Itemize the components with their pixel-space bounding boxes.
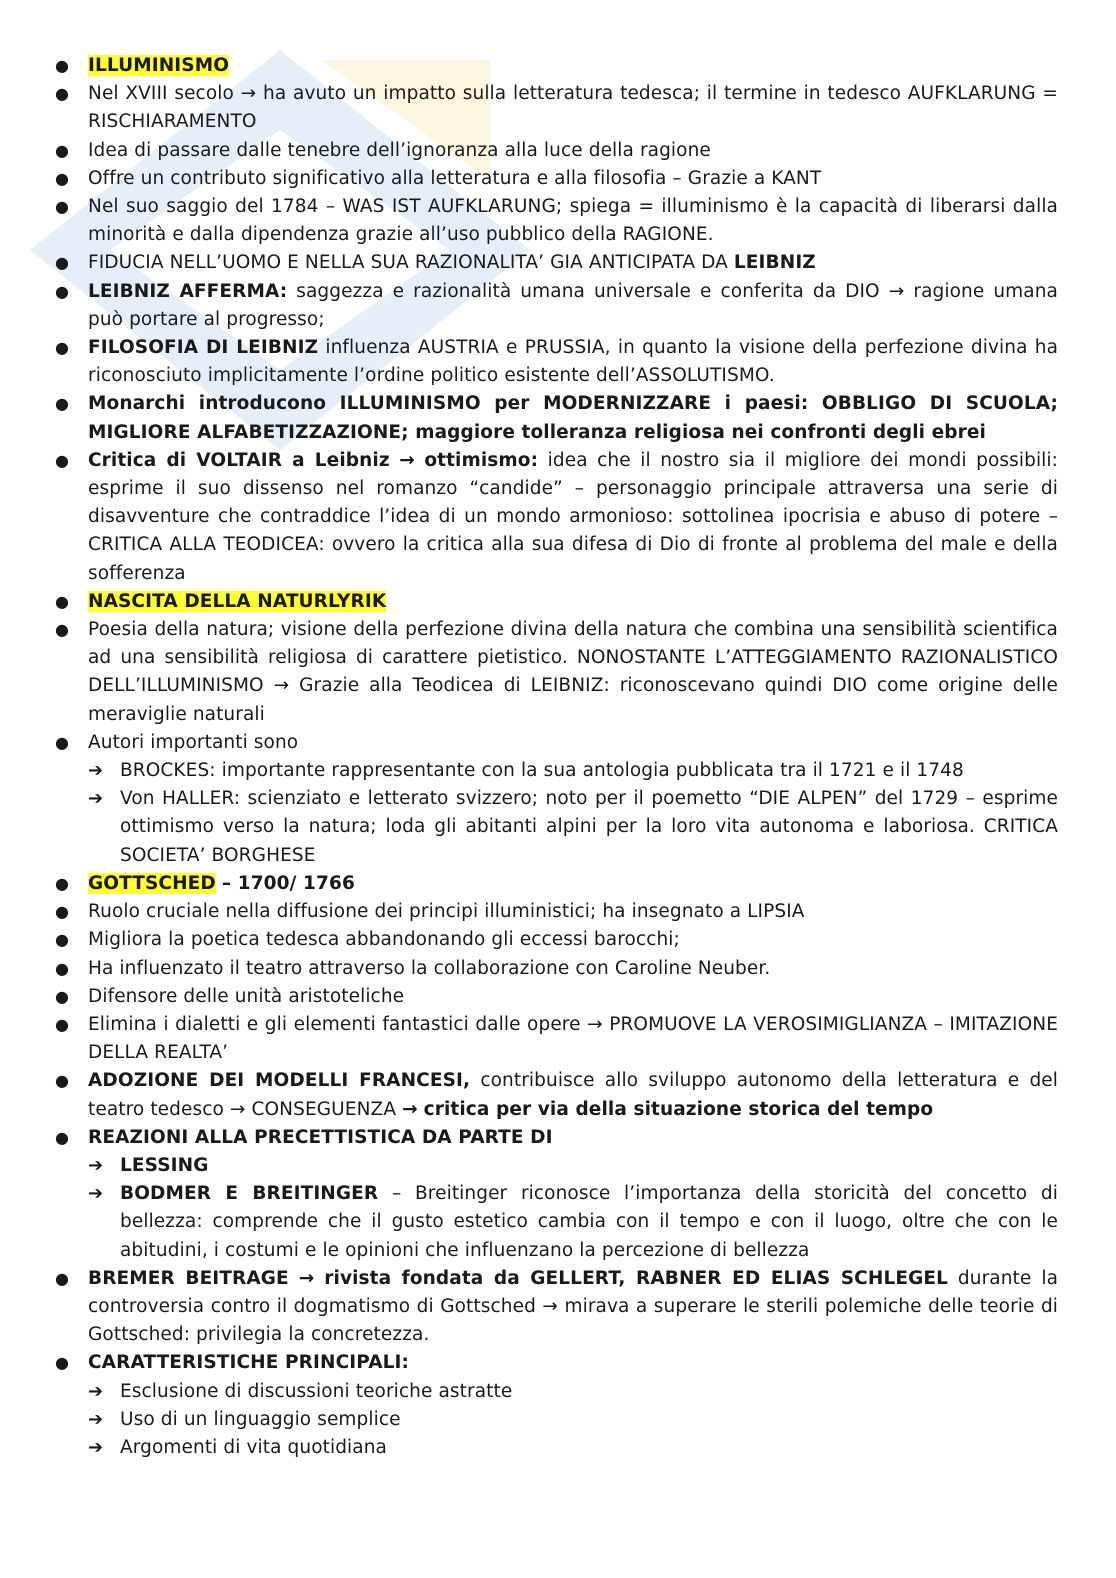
- section-title-illuminismo: ILLUMINISMO: [88, 55, 230, 76]
- bullet-icon: ●: [55, 1268, 70, 1288]
- arrow-bullet-icon: ➔: [88, 1380, 104, 1402]
- text-bold: LEIBNIZ: [733, 252, 816, 274]
- text-bold: – 1700/ 1766: [221, 872, 355, 894]
- text-bold: rivista fondata da GELLERT, RABNER ED ELIAS SCHLEGEL: [324, 1267, 948, 1289]
- bullet-icon: ●: [55, 930, 70, 950]
- bullet-icon: ●: [55, 84, 70, 104]
- bullet-icon: ●: [55, 1014, 70, 1034]
- bullet-icon: ●: [55, 591, 70, 611]
- text: mirava a superare le sterili polemiche delle teorie di Gottsched: privilegia la concretezza.: [88, 1295, 1059, 1346]
- text: Grazie alla Teodicea di LEIBNIZ: riconoscevano quindi DIO come origine delle meraviglie naturali: [88, 675, 1059, 725]
- sub-list-item: [52, 1180, 1058, 1265]
- bullet-icon: ●: [55, 197, 70, 217]
- list-item: [52, 898, 1058, 926]
- list-item: [52, 193, 1058, 249]
- text: Von HALLER: scienziato e letterato svizzero; noto per il poemetto “DIE ALPEN” del 1729 – esprime ottimismo verso la natura; loda gli abitanti alpini per la loro vita autonoma e laboriosa. CRITICA SOCIETA’ BORGHESE: [120, 788, 1058, 866]
- arrow-icon: →: [399, 449, 415, 471]
- text: Ha influenzato il teatro attraverso la collaborazione con Caroline Neuber.: [88, 957, 771, 979]
- list-item: [52, 729, 1058, 757]
- sub-list-item: [52, 1406, 1058, 1434]
- arrow-bullet-icon: ➔: [88, 1436, 104, 1458]
- list-item-heading: [52, 588, 1058, 616]
- bullet-icon: ●: [55, 1353, 70, 1373]
- text-bold: REAZIONI ALLA PRECETTISTICA DA PARTE DI: [88, 1126, 553, 1148]
- text: Migliora la poetica tedesca abbandonando gli eccessi barocchi;: [88, 929, 680, 951]
- text: PROMUOVE LA VEROSIMIGLIANZA – IMITAZIONE DELLA REALTA’: [88, 1013, 1058, 1064]
- arrow-icon: →: [273, 675, 290, 697]
- list-item: [52, 278, 1058, 334]
- arrow-icon: →: [587, 1013, 603, 1035]
- arrow-icon: →: [240, 83, 257, 105]
- bullet-icon: ●: [55, 1071, 70, 1091]
- arrow-bullet-icon: ➔: [88, 1183, 104, 1205]
- text-bold: ADOZIONE DEI MODELLI FRANCESI,: [88, 1070, 471, 1092]
- list-item: [52, 137, 1058, 165]
- list-item: [52, 80, 1058, 136]
- text: Argomenti di vita quotidiana: [120, 1436, 387, 1458]
- text: Elimina i dialetti e gli elementi fantastici dalle opere: [88, 1013, 581, 1035]
- text-bold: LESSING: [120, 1154, 209, 1176]
- text: – Breitinger riconosce l’importanza della storicità del concetto di bellezza: comprende che il gusto estetico cambia con il tempo e con il luogo, oltre che con le abitudini, i costumi e le opinioni che influenzano la percezione di bellezza: [120, 1183, 1058, 1261]
- list-item: [52, 955, 1058, 983]
- list-item: [52, 447, 1058, 588]
- text: ragione umana può portare al progresso;: [88, 280, 1058, 330]
- list-item: [52, 390, 1058, 446]
- list-item-heading: [52, 52, 1058, 80]
- list-item-heading: [52, 870, 1058, 898]
- text-bold: BODMER E BREITINGER: [120, 1183, 379, 1205]
- bullet-icon: ●: [55, 281, 70, 301]
- text: Uso di un linguaggio semplice: [120, 1408, 401, 1430]
- text-bold: Monarchi introducono ILLUMINISMO per MODERNIZZARE i paesi: OBBLIGO DI SCUOLA; MIGLIORE ALFABETIZZAZIONE; maggiore tolleranza religiosa nei confronti degli ebrei: [88, 393, 1058, 443]
- text-bold: critica per via della situazione storica del tempo: [423, 1098, 934, 1120]
- bullet-icon: ●: [55, 338, 70, 358]
- text: Difensore delle unità aristoteliche: [88, 985, 405, 1007]
- text-bold: Critica di VOLTAIR a Leibniz: [88, 449, 390, 471]
- bullet-icon: ●: [55, 168, 70, 188]
- list-item: [52, 983, 1058, 1011]
- list-item: [52, 334, 1058, 390]
- sub-list-item: [52, 1152, 1058, 1180]
- section-title-naturlyrik: NASCITA DELLA NATURLYRIK: [88, 590, 387, 612]
- text: ha avuto un impatto sulla letteratura tedesca; il termine in tedesco AUFKLARUNG = RISCHIARAMENTO: [88, 83, 1059, 133]
- sub-list-item: [52, 1434, 1058, 1462]
- text: saggezza e razionalità umana universale e conferita da DIO: [296, 280, 880, 302]
- sub-list-item: [52, 757, 1058, 785]
- text: Ruolo cruciale nella diffusione dei principi illuministici; ha insegnato a LIPSIA: [88, 901, 805, 923]
- arrow-icon: →: [542, 1295, 558, 1317]
- text: BROCKES: importante rappresentante con la sua antologia pubblicata tra il 1721 e il 1748: [120, 760, 964, 782]
- bullet-icon: ●: [55, 394, 70, 414]
- text: durante la controversia contro il dogmatismo di Gottsched: [88, 1267, 1058, 1317]
- text: influenza AUSTRIA e PRUSSIA, in quanto la visione della perfezione divina ha riconosciuto implicitamente l’ordine politico esistente dell’ASSOLUTISMO.: [88, 337, 1059, 387]
- bullet-icon: ●: [55, 873, 70, 893]
- list-item: [52, 249, 1058, 277]
- text: contribuisce allo sviluppo autonomo della letteratura e del teatro tedesco: [88, 1070, 1059, 1120]
- bullet-icon: ●: [55, 140, 70, 160]
- sub-list-item: [52, 1378, 1058, 1406]
- text-bold: BREMER BEITRAGE: [88, 1267, 289, 1289]
- arrow-icon: →: [298, 1267, 315, 1289]
- list-item: [52, 1067, 1058, 1123]
- bullet-icon: ●: [55, 732, 70, 752]
- arrow-bullet-icon: ➔: [88, 1154, 104, 1176]
- bullet-icon: ●: [55, 902, 70, 922]
- bullet-icon: ●: [55, 986, 70, 1006]
- list-item: [52, 165, 1058, 193]
- text: Idea di passare dalle tenebre dell’ignoranza alla luce della ragione: [88, 139, 711, 161]
- list-item: [52, 1011, 1058, 1067]
- arrow-icon: →: [402, 1098, 418, 1120]
- list-item: [52, 1349, 1058, 1377]
- text-bold: ottimismo:: [424, 449, 539, 471]
- bullet-icon: ●: [55, 450, 70, 470]
- arrow-bullet-icon: ➔: [88, 760, 104, 782]
- bullet-icon: ●: [55, 56, 70, 75]
- text: Nel XVIII secolo: [88, 83, 234, 105]
- bullet-icon: ●: [55, 1127, 70, 1147]
- list-item: [52, 616, 1058, 729]
- text-bold: FILOSOFIA DI LEIBNIZ: [88, 337, 319, 359]
- text: idea che il nostro sia il migliore dei mondi possibili: esprime il suo dissenso nel romanzo “candide” – personaggio principale attraversa una serie di disavventure che contraddice l’idea di un mondo armonioso: sottolinea ipocrisia e abuso di potere – CRITICA ALLA TEODICEA: ovvero la critica alla sua difesa di Dio di fronte al problema del male e della sofferenza: [88, 449, 1058, 584]
- sub-list-item: [52, 785, 1058, 870]
- arrow-bullet-icon: ➔: [88, 1408, 104, 1430]
- list-item: [52, 1124, 1058, 1152]
- text: FIDUCIA NELL’UOMO E NELLA SUA RAZIONALITA’ GIA ANTICIPATA DA: [88, 252, 728, 274]
- text-bold: LEIBNIZ AFFERMA:: [88, 280, 288, 302]
- arrow-icon: →: [888, 280, 905, 302]
- text: CONSEGUENZA: [251, 1098, 397, 1120]
- text: Poesia della natura; visione della perfezione divina della natura che combina una sensibilità scientifica ad una sensibilità religiosa di carattere pietistico. NONOSTANTE L’ATTEGGIAMENTO RAZIONALISTICO DELL’ILLUMINISMO: [88, 619, 1058, 697]
- bullet-icon: ●: [55, 253, 70, 273]
- text: Nel suo saggio del 1784 – WAS IST AUFKLARUNG; spiega = illuminismo è la capacità di liberarsi dalla minorità e dalla dipendenza grazie all’uso pubblico della RAGIONE.: [88, 196, 1058, 246]
- text-bold: CARATTERISTICHE PRINCIPALI:: [88, 1352, 409, 1374]
- document-page: [52, 52, 1058, 1462]
- text: Esclusione di discussioni teoriche astratte: [120, 1380, 513, 1402]
- text: Autori importanti sono: [88, 731, 299, 753]
- list-item: [52, 1265, 1058, 1350]
- bullet-icon: ●: [55, 958, 70, 978]
- section-title-gottsched: GOTTSCHED: [88, 872, 216, 894]
- arrow-bullet-icon: ➔: [88, 788, 104, 810]
- text: Offre un contributo significativo alla letteratura e alla filosofia – Grazie a KANT: [88, 167, 822, 189]
- arrow-icon: →: [229, 1098, 246, 1120]
- bullet-icon: ●: [55, 620, 70, 640]
- list-item: [52, 926, 1058, 954]
